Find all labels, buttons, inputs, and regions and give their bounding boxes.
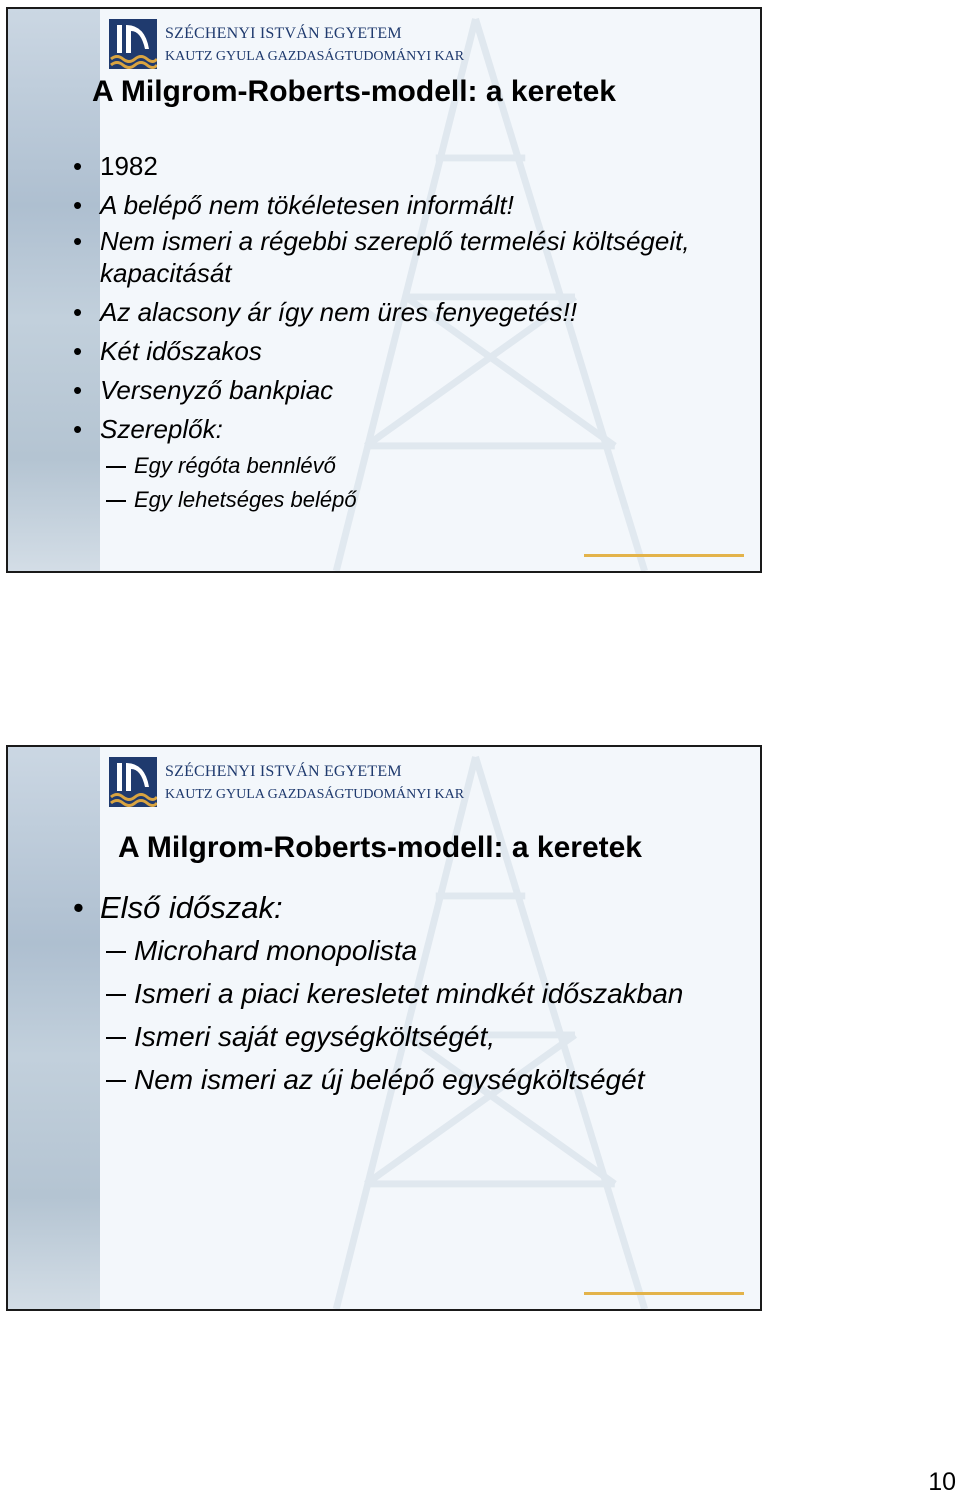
bullet-item: • A belépő nem tökéletesen informált! (100, 186, 740, 225)
bullet-item: • Első időszak: (100, 887, 740, 929)
logo-emblem-icon (109, 19, 157, 69)
bullet-item: • Nem ismeri a régebbi szereplő termelési költségeit, kapacitását (100, 225, 740, 293)
sub-item: Egy lehetséges belépő (134, 483, 740, 517)
bullet-item: • Két időszakos (100, 332, 740, 371)
accent-line (584, 1292, 744, 1295)
slide-title: A Milgrom-Roberts-modell: a keretek (92, 75, 616, 108)
sub-item: Ismeri saját egységköltségét, (134, 1015, 740, 1058)
slide-title: A Milgrom-Roberts-modell: a keretek (118, 831, 642, 864)
logo-faculty-name: KAUTZ GYULA GAZDASÁGTUDOMÁNYI KAR (165, 787, 465, 802)
sub-list (134, 449, 740, 517)
accent-line (584, 554, 744, 557)
page-number: 10 (928, 1468, 956, 1496)
bullet-item: • Az alacsony ár így nem üres fenyegetés!! (100, 293, 740, 332)
slide-2 (6, 745, 762, 1311)
university-logo (109, 19, 509, 69)
bullet-list (100, 147, 740, 517)
bullet-item: • Szereplők: (100, 410, 740, 449)
sub-item: Ismeri a piaci keresletet mindkét időszakban (134, 972, 740, 1015)
logo-faculty-name: KAUTZ GYULA GAZDASÁGTUDOMÁNYI KAR (165, 49, 465, 64)
university-logo (109, 757, 509, 807)
sub-item: Microhard monopolista (134, 929, 740, 972)
logo-university-name: SZÉCHENYI ISTVÁN EGYETEM (165, 763, 402, 780)
sub-list (134, 929, 740, 1101)
slide-1 (6, 7, 762, 573)
bullet-list (100, 887, 740, 1101)
sub-item: Nem ismeri az új belépő egységköltségét (134, 1058, 740, 1101)
logo-emblem-icon (109, 757, 157, 807)
bullet-item: • 1982 (100, 147, 740, 186)
sub-item: Egy régóta bennlévő (134, 449, 740, 483)
bullet-item: • Versenyző bankpiac (100, 371, 740, 410)
logo-university-name: SZÉCHENYI ISTVÁN EGYETEM (165, 25, 402, 42)
